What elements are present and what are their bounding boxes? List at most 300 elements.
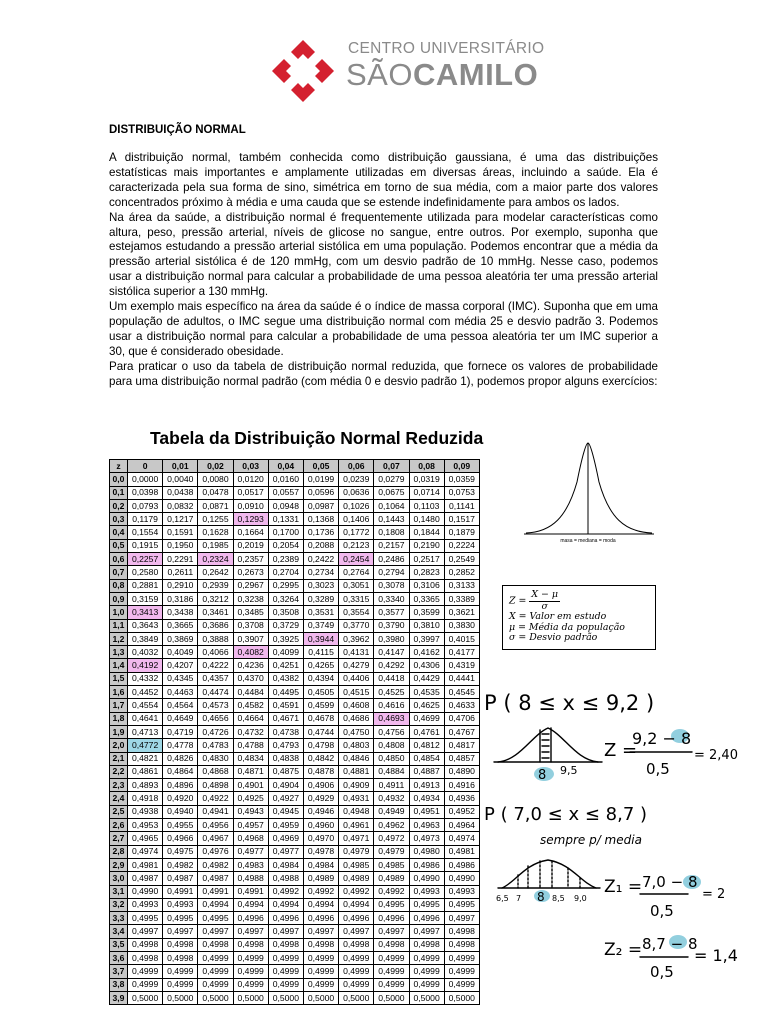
table-cell: 0,4803 <box>339 739 374 752</box>
table-row <box>110 632 480 645</box>
table-cell: 0,4999 <box>163 965 198 978</box>
table-row-z: 3,3 <box>110 912 128 925</box>
table-cell: 0,4998 <box>409 938 444 951</box>
table-cell: 0,4484 <box>233 686 268 699</box>
table-cell: 0,4973 <box>409 832 444 845</box>
table-cell: 0,4884 <box>374 765 409 778</box>
table-cell: 0,4830 <box>198 752 233 765</box>
table-cell: 0,4995 <box>444 898 479 911</box>
table-cell: 0,2190 <box>409 539 444 552</box>
table-row-z: 3,7 <box>110 965 128 978</box>
table-cell: 0,4962 <box>374 819 409 832</box>
table-cell: 0,3531 <box>303 606 338 619</box>
table-row <box>110 499 480 512</box>
formula-numerator: X − μ <box>531 589 558 600</box>
table-cell: 0,4997 <box>198 925 233 938</box>
table-cell: 0,2673 <box>233 566 268 579</box>
table-cell: 0,0675 <box>374 486 409 499</box>
table-cell: 0,4925 <box>233 792 268 805</box>
ex1-result: = 2,40 <box>694 748 738 763</box>
table-row-z: 3,1 <box>110 885 128 898</box>
table-row-z: 1,4 <box>110 659 128 672</box>
table-header-col: 0,04 <box>268 460 303 473</box>
table-cell: 0,4857 <box>444 752 479 765</box>
formula-denominator: σ <box>541 600 548 612</box>
table-cell: 0,3133 <box>444 579 479 592</box>
table-cell: 0,4998 <box>233 938 268 951</box>
table-cell: 0,4953 <box>128 819 163 832</box>
table-row-z: 1,3 <box>110 646 128 659</box>
table-cell: 0,5000 <box>339 991 374 1004</box>
table-cell: 0,2642 <box>198 566 233 579</box>
table-cell: 0,4147 <box>374 646 409 659</box>
table-cell: 0,0832 <box>163 499 198 512</box>
table-cell: 0,4981 <box>128 858 163 871</box>
table-row <box>110 925 480 938</box>
table-cell: 0,4772 <box>128 739 163 752</box>
table-cell: 0,1915 <box>128 539 163 552</box>
table-row-z: 0,4 <box>110 526 128 539</box>
table-cell: 0,4750 <box>339 725 374 738</box>
table-row-z: 0,5 <box>110 539 128 552</box>
table-row <box>110 991 480 1004</box>
table-row-z: 2,1 <box>110 752 128 765</box>
table-cell: 0,1443 <box>374 513 409 526</box>
table-cell: 0,4998 <box>339 938 374 951</box>
table-cell: 0,4979 <box>339 845 374 858</box>
table-row-z: 3,6 <box>110 951 128 964</box>
table-row-z: 1,1 <box>110 619 128 632</box>
table-row <box>110 606 480 619</box>
table-cell: 0,4993 <box>409 885 444 898</box>
table-cell: 0,4918 <box>128 792 163 805</box>
table-cell: 0,4980 <box>409 845 444 858</box>
z-formula <box>509 590 649 612</box>
table-cell: 0,4999 <box>409 951 444 964</box>
table-cell: 0,4871 <box>233 765 268 778</box>
table-cell: 0,3749 <box>303 619 338 632</box>
table-cell: 0,3770 <box>339 619 374 632</box>
table-cell: 0,4394 <box>303 672 338 685</box>
table-header-col: 0,02 <box>198 460 233 473</box>
table-cell: 0,4838 <box>268 752 303 765</box>
table-cell: 0,4996 <box>303 912 338 925</box>
table-cell: 0,4976 <box>198 845 233 858</box>
table-cell: 0,4999 <box>303 951 338 964</box>
table-row <box>110 686 480 699</box>
z2-label: Z₂ = <box>604 940 643 960</box>
table-cell: 0,5000 <box>268 991 303 1004</box>
table-cell: 0,3849 <box>128 632 163 645</box>
table-row-z: 0,9 <box>110 592 128 605</box>
table-cell: 0,4082 <box>233 646 268 659</box>
table-row-z: 2,2 <box>110 765 128 778</box>
table-cell: 0,4788 <box>233 739 268 752</box>
table-cell: 0,2580 <box>128 566 163 579</box>
table-cell: 0,2389 <box>268 553 303 566</box>
table-cell: 0,4994 <box>303 898 338 911</box>
table-cell: 0,4345 <box>163 672 198 685</box>
table-cell: 0,4099 <box>268 646 303 659</box>
table-cell: 0,4996 <box>339 912 374 925</box>
z2-result: = 1,4 <box>694 946 738 965</box>
table-cell: 0,4997 <box>128 925 163 938</box>
table-cell: 0,0793 <box>128 499 163 512</box>
table-row-z: 3,4 <box>110 925 128 938</box>
table-cell: 0,4441 <box>444 672 479 685</box>
ex1-curve <box>498 728 598 762</box>
ex1-numerator: 9,2 − 8 <box>632 729 692 748</box>
table-cell: 0,4999 <box>268 951 303 964</box>
table-header-col: 0,03 <box>233 460 268 473</box>
table-cell: 0,4015 <box>444 632 479 645</box>
table-cell: 0,3023 <box>303 579 338 592</box>
table-cell: 0,3810 <box>409 619 444 632</box>
table-cell: 0,4904 <box>268 779 303 792</box>
table-cell: 0,4971 <box>339 832 374 845</box>
table-cell: 0,4909 <box>339 779 374 792</box>
table-cell: 0,4997 <box>268 925 303 938</box>
table-cell: 0,4812 <box>409 739 444 752</box>
table-cell: 0,4292 <box>374 659 409 672</box>
table-cell: 0,4956 <box>198 819 233 832</box>
table-cell: 0,4998 <box>374 938 409 951</box>
table-cell: 0,1141 <box>444 499 479 512</box>
table-cell: 0,2157 <box>374 539 409 552</box>
table-cell: 0,4974 <box>128 845 163 858</box>
table-cell: 0,4032 <box>128 646 163 659</box>
table-cell: 0,4649 <box>163 712 198 725</box>
table-cell: 0,4988 <box>233 872 268 885</box>
table-row-z: 3,2 <box>110 898 128 911</box>
table-row-z: 1,2 <box>110 632 128 645</box>
table-cell: 0,5000 <box>198 991 233 1004</box>
table-cell: 0,4744 <box>303 725 338 738</box>
table-cell: 0,0080 <box>198 473 233 486</box>
table-cell: 0,3159 <box>128 592 163 605</box>
table-cell: 0,4767 <box>444 725 479 738</box>
table-row <box>110 699 480 712</box>
table-cell: 0,4987 <box>163 872 198 885</box>
table-cell: 0,0714 <box>409 486 444 499</box>
table-cell: 0,5000 <box>303 991 338 1004</box>
table-cell: 0,4664 <box>233 712 268 725</box>
ex2-lines <box>518 861 580 888</box>
table-cell: 0,0636 <box>339 486 374 499</box>
table-cell: 0,4983 <box>233 858 268 871</box>
table-row <box>110 553 480 566</box>
table-cell: 0,2454 <box>339 553 374 566</box>
table-cell: 0,4686 <box>339 712 374 725</box>
table-cell: 0,4997 <box>444 912 479 925</box>
table-cell: 0,3888 <box>198 632 233 645</box>
table-cell: 0,4999 <box>339 951 374 964</box>
table-cell: 0,4370 <box>233 672 268 685</box>
table-cell: 0,2088 <box>303 539 338 552</box>
table-cell: 0,4713 <box>128 725 163 738</box>
table-cell: 0,4564 <box>163 699 198 712</box>
table-row-z: 2,3 <box>110 779 128 792</box>
table-cell: 0,4901 <box>233 779 268 792</box>
table-cell: 0,0319 <box>409 473 444 486</box>
table-cell: 0,4997 <box>233 925 268 938</box>
table-cell: 0,3997 <box>409 632 444 645</box>
table-cell: 0,4998 <box>444 938 479 951</box>
table-cell: 0,4990 <box>444 872 479 885</box>
table-cell: 0,4474 <box>198 686 233 699</box>
table-cell: 0,1591 <box>163 526 198 539</box>
table-cell: 0,4995 <box>198 912 233 925</box>
table-cell: 0,1700 <box>268 526 303 539</box>
table-cell: 0,2823 <box>409 566 444 579</box>
table-cell: 0,4960 <box>303 819 338 832</box>
table-cell: 0,4599 <box>303 699 338 712</box>
table-cell: 0,0359 <box>444 473 479 486</box>
table-row <box>110 712 480 725</box>
table-cell: 0,4265 <box>303 659 338 672</box>
table-cell: 0,4808 <box>374 739 409 752</box>
table-cell: 0,2517 <box>409 553 444 566</box>
table-header-col: 0 <box>128 460 163 473</box>
table-cell: 0,4981 <box>444 845 479 858</box>
table-cell: 0,4131 <box>339 646 374 659</box>
table-cell: 0,5000 <box>374 991 409 1004</box>
table-cell: 0,0120 <box>233 473 268 486</box>
table-cell: 0,4826 <box>163 752 198 765</box>
table-cell: 0,4535 <box>409 686 444 699</box>
table-cell: 0,0199 <box>303 473 338 486</box>
table-cell: 0,4991 <box>163 885 198 898</box>
table-cell: 0,4940 <box>163 805 198 818</box>
table-row <box>110 845 480 858</box>
table-cell: 0,4986 <box>444 858 479 871</box>
table-cell: 0,4633 <box>444 699 479 712</box>
table-cell: 0,3461 <box>198 606 233 619</box>
table-cell: 0,4963 <box>409 819 444 832</box>
table-cell: 0,4931 <box>339 792 374 805</box>
table-cell: 0,4505 <box>303 686 338 699</box>
table-cell: 0,3340 <box>374 592 409 605</box>
table-cell: 0,4115 <box>303 646 338 659</box>
table-cell: 0,4979 <box>374 845 409 858</box>
table-row <box>110 832 480 845</box>
table-cell: 0,4993 <box>444 885 479 898</box>
table-cell: 0,4967 <box>198 832 233 845</box>
table-cell: 0,4999 <box>233 965 268 978</box>
table-row <box>110 659 480 672</box>
table-cell: 0,4761 <box>409 725 444 738</box>
table-cell: 0,4999 <box>444 951 479 964</box>
table-header-col: 0,06 <box>339 460 374 473</box>
table-cell: 0,5000 <box>444 991 479 1004</box>
table-cell: 0,4988 <box>268 872 303 885</box>
table-cell: 0,0279 <box>374 473 409 486</box>
table-cell: 0,3599 <box>409 606 444 619</box>
z1-label: Z₁ = <box>604 877 643 897</box>
ex2-note: sempre p/ media <box>540 833 642 847</box>
table-cell: 0,4927 <box>268 792 303 805</box>
table-cell: 0,4545 <box>444 686 479 699</box>
ex1-mark-8: 8 <box>538 768 547 783</box>
table-cell: 0,2852 <box>444 566 479 579</box>
ex1-mark-95: 9,5 <box>560 764 578 777</box>
table-cell: 0,4066 <box>198 646 233 659</box>
table-cell: 0,4984 <box>303 858 338 871</box>
table-cell: 0,4999 <box>268 978 303 991</box>
table-cell: 0,4998 <box>163 938 198 951</box>
table-cell: 0,1368 <box>303 513 338 526</box>
table-cell: 0,2224 <box>444 539 479 552</box>
table-row-z: 0,0 <box>110 473 128 486</box>
table-cell: 0,1628 <box>198 526 233 539</box>
z2-numerator: 8,7 − 8 <box>642 935 698 953</box>
table-cell: 0,3485 <box>233 606 268 619</box>
table-cell: 0,5000 <box>409 991 444 1004</box>
table-cell: 0,3365 <box>409 592 444 605</box>
table-cell: 0,4972 <box>374 832 409 845</box>
document-title: DISTRIBUIÇÃO NORMAL <box>109 124 246 136</box>
formula-line-mu: μ = Média da população <box>509 621 625 633</box>
table-cell: 0,4978 <box>303 845 338 858</box>
table-cell: 0,4177 <box>444 646 479 659</box>
table-cell: 0,4842 <box>303 752 338 765</box>
table-cell: 0,4996 <box>233 912 268 925</box>
table-row-z: 2,6 <box>110 819 128 832</box>
table-cell: 0,0398 <box>128 486 163 499</box>
z1-denominator: 0,5 <box>650 902 674 920</box>
table-cell: 0,4916 <box>444 779 479 792</box>
table-cell: 0,1217 <box>163 513 198 526</box>
table-cell: 0,4049 <box>163 646 198 659</box>
table-row-z: 3,8 <box>110 978 128 991</box>
logo-line1: CENTRO UNIVERSITÁRIO <box>348 40 545 57</box>
table-cell: 0,0753 <box>444 486 479 499</box>
table-cell: 0,4968 <box>233 832 268 845</box>
table-row <box>110 898 480 911</box>
table-cell: 0,4999 <box>198 978 233 991</box>
table-cell: 0,4990 <box>409 872 444 885</box>
table-cell: 0,3830 <box>444 619 479 632</box>
table-cell: 0,4946 <box>303 805 338 818</box>
z1-numerator: 7,0 − 8 <box>642 873 698 891</box>
table-cell: 0,4699 <box>409 712 444 725</box>
table-cell: 0,4965 <box>128 832 163 845</box>
document-body <box>109 151 658 390</box>
table-cell: 0,2357 <box>233 553 268 566</box>
bell-curve-figure <box>522 437 657 545</box>
table-cell: 0,4991 <box>198 885 233 898</box>
ex2-mark-65: 6,5 <box>496 894 509 903</box>
table-row-z: 1,7 <box>110 699 128 712</box>
table-cell: 0,0910 <box>233 499 268 512</box>
table-row <box>110 579 480 592</box>
table-header-col: 0,05 <box>303 460 338 473</box>
table-cell: 0,4726 <box>198 725 233 738</box>
table-cell: 0,4693 <box>374 712 409 725</box>
table-cell: 0,4641 <box>128 712 163 725</box>
table-cell: 0,3665 <box>163 619 198 632</box>
table-cell: 0,1480 <box>409 513 444 526</box>
table-cell: 0,4932 <box>374 792 409 805</box>
table-cell: 0,4999 <box>198 951 233 964</box>
table-cell: 0,2764 <box>339 566 374 579</box>
table-row-z: 2,9 <box>110 858 128 871</box>
table-cell: 0,4783 <box>198 739 233 752</box>
table-cell: 0,4911 <box>374 779 409 792</box>
table-row-z: 3,9 <box>110 991 128 1004</box>
table-cell: 0,4890 <box>444 765 479 778</box>
table-cell: 0,4998 <box>198 938 233 951</box>
table-row-z: 0,1 <box>110 486 128 499</box>
table-cell: 0,4941 <box>198 805 233 818</box>
table-cell: 0,1179 <box>128 513 163 526</box>
table-cell: 0,4998 <box>163 951 198 964</box>
table-cell: 0,4989 <box>339 872 374 885</box>
table-cell: 0,3186 <box>163 592 198 605</box>
table-cell: 0,4951 <box>409 805 444 818</box>
table-cell: 0,4656 <box>198 712 233 725</box>
table-cell: 0,2704 <box>268 566 303 579</box>
table-cell: 0,1064 <box>374 499 409 512</box>
table-cell: 0,4616 <box>374 699 409 712</box>
table-cell: 0,4986 <box>409 858 444 871</box>
table-cell: 0,4985 <box>339 858 374 871</box>
table-cell: 0,4306 <box>409 659 444 672</box>
ex1-denominator: 0,5 <box>646 760 670 778</box>
table-cell: 0,4977 <box>268 845 303 858</box>
table-cell: 0,1517 <box>444 513 479 526</box>
table-cell: 0,1844 <box>409 526 444 539</box>
table-cell: 0,4982 <box>198 858 233 871</box>
table-cell: 0,4573 <box>198 699 233 712</box>
paragraph-3: Um exemplo mais específico na área da saúde é o índice de massa corporal (IMC). Suponha que em uma população de adultos, o IMC segue uma distribuição normal com média 25 e desvio padrão 3. Podemos usar a distribuição normal para calcular a probabilidade de uma pessoa aleatória ter um IMC superior a 30, que é considerado obesidade. <box>109 300 658 358</box>
paragraph-2: Na área da saúde, a distribuição normal é frequentemente utilizada para modelar características como altura, peso, pressão arterial, níveis de glicose no sangue, entre outros. Por exemplo, suponha que estejamos estudando a pressão arterial sistólica em uma população. Podemos encontrar que a média da pressão arterial sistólica é de 120 mmHg, com um desvio padrão de 10 mmHg. Nesse caso, podemos usar a distribuição normal para calcular a probabilidade de uma pessoa aleatória ter uma pressão arterial sistólica superior a 130 mmHg. <box>109 210 658 299</box>
table-cell: 0,4959 <box>268 819 303 832</box>
table-cell: 0,4948 <box>339 805 374 818</box>
table-cell: 0,5000 <box>163 991 198 1004</box>
table-header-row <box>110 460 480 473</box>
table-cell: 0,3438 <box>163 606 198 619</box>
table-cell: 0,4821 <box>128 752 163 765</box>
table-cell: 0,4429 <box>409 672 444 685</box>
table-cell: 0,4222 <box>198 659 233 672</box>
table-cell: 0,3106 <box>409 579 444 592</box>
table-cell: 0,4974 <box>444 832 479 845</box>
logo-line2 <box>346 57 538 93</box>
table-row-z: 2,4 <box>110 792 128 805</box>
table-row <box>110 805 480 818</box>
table-cell: 0,4992 <box>268 885 303 898</box>
table-cell: 0,2123 <box>339 539 374 552</box>
table-cell: 0,4864 <box>163 765 198 778</box>
table-row-z: 0,6 <box>110 553 128 566</box>
table-row <box>110 752 480 765</box>
table-cell: 0,2611 <box>163 566 198 579</box>
table-row <box>110 765 480 778</box>
handwritten-notes <box>480 670 765 1010</box>
table-header-col: 0,01 <box>163 460 198 473</box>
table-row <box>110 912 480 925</box>
table-cell: 0,4999 <box>409 965 444 978</box>
table-cell: 0,4625 <box>409 699 444 712</box>
table-cell: 0,4999 <box>409 978 444 991</box>
table-cell: 0,1255 <box>198 513 233 526</box>
table-header-col: 0,08 <box>409 460 444 473</box>
table-cell: 0,4997 <box>409 925 444 938</box>
table-cell: 0,3944 <box>303 632 338 645</box>
table-cell: 0,4732 <box>233 725 268 738</box>
table-row <box>110 526 480 539</box>
